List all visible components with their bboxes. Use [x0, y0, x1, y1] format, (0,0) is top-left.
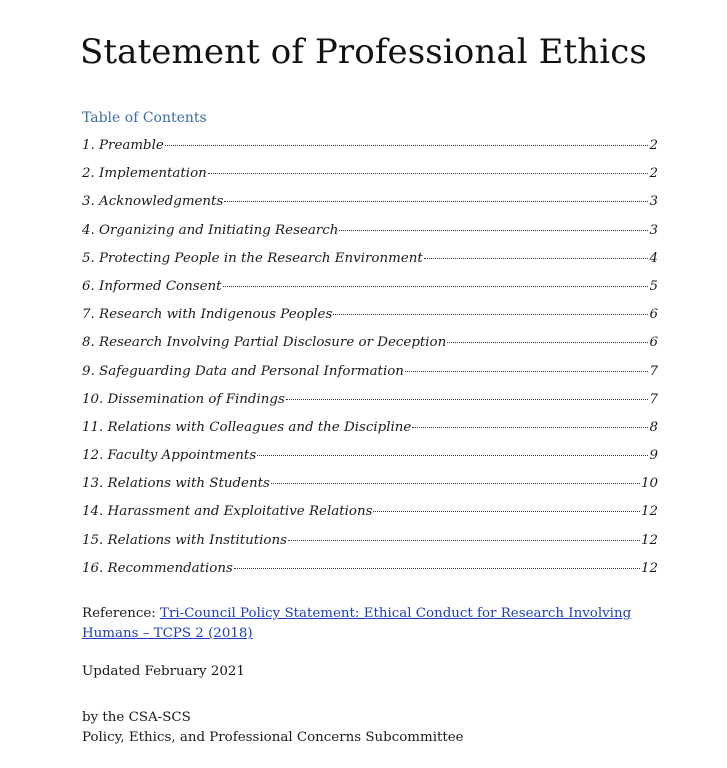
toc-entry-page[interactable]: 10	[640, 476, 658, 492]
toc-entry-page[interactable]: 6	[649, 307, 658, 323]
toc-entry-label[interactable]: 9. Safeguarding Data and Personal Information	[82, 363, 404, 379]
toc-leader-dots	[208, 173, 649, 174]
toc-entry-page[interactable]: 12	[640, 560, 658, 576]
toc-entry-page[interactable]: 12	[640, 504, 658, 520]
toc-entry-label[interactable]: 11. Relations with Colleagues and the Discipline	[82, 419, 412, 435]
toc-leader-dots	[271, 483, 640, 484]
toc-entry[interactable]	[82, 448, 658, 476]
toc-leader-dots	[373, 511, 639, 512]
toc-entry-label[interactable]: 14. Harassment and Exploitative Relations	[82, 504, 373, 520]
toc-entry[interactable]	[82, 223, 658, 251]
toc-entry-page[interactable]: 9	[649, 448, 658, 464]
toc-entry[interactable]	[82, 533, 658, 561]
toc-entry[interactable]	[82, 307, 658, 335]
reference-prefix: Reference:	[82, 606, 161, 621]
reference-paragraph	[82, 604, 642, 644]
toc-entry[interactable]	[82, 251, 658, 279]
toc-entry-label[interactable]: 5. Protecting People in the Research Environment	[82, 250, 423, 266]
toc-leader-dots	[339, 230, 648, 231]
toc-entry-page[interactable]: 6	[649, 335, 658, 351]
toc-entry-label[interactable]: 12. Faculty Appointments	[82, 448, 257, 464]
toc-entry[interactable]	[82, 504, 658, 532]
toc-entry-label[interactable]: 7. Research with Indigenous Peoples	[82, 307, 333, 323]
toc-entry[interactable]	[82, 420, 658, 448]
toc-entry-page[interactable]: 2	[649, 138, 658, 153]
toc-entry-page[interactable]: 7	[649, 363, 658, 379]
updated-date: Updated February 2021	[82, 664, 245, 679]
byline-subcommittee: Policy, Ethics, and Professional Concerns Subcommittee	[82, 730, 464, 745]
byline	[82, 708, 464, 748]
toc-entry-label[interactable]: 16. Recommendations	[82, 560, 233, 576]
reference-link[interactable]: Tri-Council Policy Statement: Ethical Conduct for Research Involving Humans – TCPS 2 (2018)	[82, 606, 632, 641]
toc-leader-dots	[405, 371, 649, 372]
toc-entry-label[interactable]: 4. Organizing and Initiating Research	[82, 222, 339, 238]
toc-entry-label[interactable]: 1. Preamble	[82, 138, 164, 153]
toc-leader-dots	[223, 286, 649, 287]
toc-leader-dots	[424, 258, 649, 259]
toc-leader-dots	[333, 314, 648, 315]
toc-entry-label[interactable]: 6. Informed Consent	[82, 278, 222, 294]
toc-entry-page[interactable]: 8	[649, 419, 658, 435]
toc-entry-label[interactable]: 2. Implementation	[82, 166, 207, 182]
toc-entry[interactable]	[82, 335, 658, 363]
toc-heading: Table of Contents	[82, 110, 207, 126]
toc-entry-label[interactable]: 15. Relations with Institutions	[82, 532, 287, 548]
toc-entry-page[interactable]: 3	[649, 222, 658, 238]
table-of-contents	[82, 138, 658, 589]
page-title: Statement of Professional Ethics	[80, 32, 647, 72]
toc-entry[interactable]	[82, 194, 658, 222]
toc-entry-label[interactable]: 13. Relations with Students	[82, 476, 270, 492]
toc-leader-dots	[234, 568, 640, 569]
toc-entry[interactable]	[82, 476, 658, 504]
toc-entry[interactable]	[82, 561, 658, 589]
toc-entry-label[interactable]: 3. Acknowledgments	[82, 194, 224, 210]
toc-leader-dots	[447, 342, 648, 343]
toc-leader-dots	[412, 427, 648, 428]
toc-entry-label[interactable]: 8. Research Involving Partial Disclosure or Deception	[82, 335, 447, 351]
toc-entry-page[interactable]: 2	[649, 166, 658, 182]
toc-entry[interactable]	[82, 392, 658, 420]
toc-entry[interactable]	[82, 279, 658, 307]
byline-organization: by the CSA-SCS	[82, 710, 191, 725]
toc-leader-dots	[224, 201, 648, 202]
toc-leader-dots	[257, 455, 648, 456]
toc-entry-label[interactable]: 10. Dissemination of Findings	[82, 391, 285, 407]
toc-entry[interactable]	[82, 138, 658, 166]
toc-entry-page[interactable]: 12	[640, 532, 658, 548]
toc-leader-dots	[286, 399, 649, 400]
toc-leader-dots	[288, 540, 640, 541]
toc-entry[interactable]	[82, 166, 658, 194]
toc-entry[interactable]	[82, 364, 658, 392]
toc-entry-page[interactable]: 4	[649, 250, 658, 266]
toc-entry-page[interactable]: 3	[649, 194, 658, 210]
toc-leader-dots	[165, 145, 649, 146]
toc-entry-page[interactable]: 5	[649, 278, 658, 294]
toc-entry-page[interactable]: 7	[649, 391, 658, 407]
